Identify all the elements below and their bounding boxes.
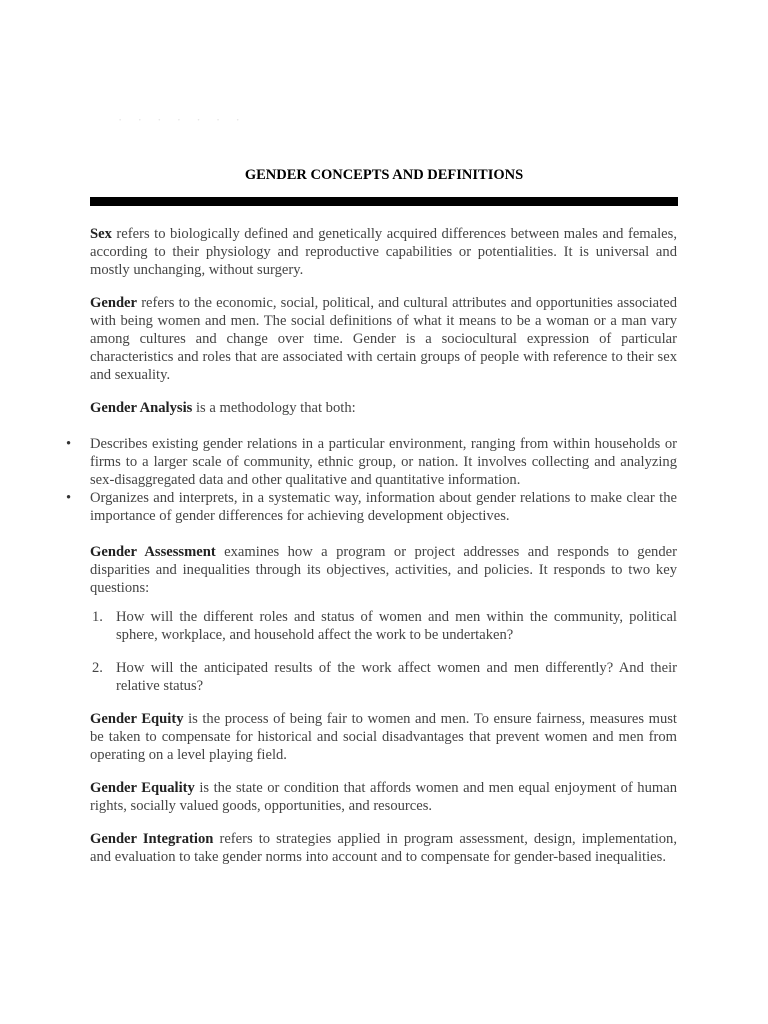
term-label: Sex xyxy=(90,226,112,242)
definition-text: is the process of being fair to women and men. To ensure fairness, measures must be taken to compensate for historical and social disadvantages that prevent women and men from operating on a level playing field. xyxy=(90,711,677,763)
list-item-text: How will the anticipated results of the work affect women and men differently? And their relative status? xyxy=(116,660,677,694)
list-item-text: How will the different roles and status of women and men within the community, political sphere, workplace, and household affect the work to be undertaken? xyxy=(116,609,677,643)
definition-text: refers to biologically defined and genetically acquired differences between males and females, according to their physiology and reproductive capabilities or potentialities. It is universal and mostly unchanging, without surgery. xyxy=(90,226,677,278)
definition-gender-analysis xyxy=(90,399,677,417)
list-item xyxy=(90,608,677,644)
gender-assessment-question-list xyxy=(90,608,677,695)
definition-gender-equality xyxy=(90,779,677,815)
definition-gender xyxy=(90,294,677,384)
definition-text: examines how a program or project addresses and responds to gender disparities and inequalities through its objectives, activities, and policies. It responds to two key questions: xyxy=(90,544,677,596)
definition-text: is a methodology that both: xyxy=(192,400,356,416)
list-number: 1. xyxy=(92,609,103,625)
page-title: GENDER CONCEPTS AND DEFINITIONS xyxy=(244,167,524,183)
list-number: 2. xyxy=(92,660,103,676)
term-label: Gender Assessment xyxy=(90,544,216,560)
list-item: • Describes existing gender relations in a particular environment, ranging from within households or firms to a larger scale of community, ethnic group, or nation. It involves collecting and analyzing sex-disaggregated data and other qualitative and quantitative information. xyxy=(90,435,677,489)
definition-sex xyxy=(90,225,677,279)
definition-gender-equity xyxy=(90,710,677,764)
faint-header-text: · · · · · · · xyxy=(118,112,246,127)
definition-text: refers to the economic, social, political, and cultural attributes and opportunities associated with being women and men. The social definitions of what it means to be a woman or a man vary among cultures and change over time. Gender is a sociocultural expression of particular characteristics and roles that are associated with certain groups of people with reference to their sex and sexuality. xyxy=(90,295,677,383)
gender-analysis-bullet-list xyxy=(90,435,677,525)
list-item xyxy=(90,659,677,695)
term-label: Gender xyxy=(90,295,138,311)
definition-text: refers to strategies applied in program assessment, design, implementation, and evaluation to take gender norms into account and to compensate for gender-based inequalities. xyxy=(90,831,677,865)
term-label: Gender Equity xyxy=(90,711,184,727)
document-body xyxy=(90,225,677,881)
definition-gender-assessment xyxy=(90,543,677,597)
term-label: Gender Integration xyxy=(90,831,214,847)
definition-text: is the state or condition that affords women and men equal enjoyment of human rights, socially valued goods, opportunities, and resources. xyxy=(90,780,677,814)
term-label: Gender Analysis xyxy=(90,400,193,416)
list-item: • Organizes and interprets, in a systematic way, information about gender relations to make clear the importance of gender differences for achieving development objectives. xyxy=(90,489,677,525)
definition-gender-integration xyxy=(90,830,677,866)
term-label: Gender Equality xyxy=(90,780,195,796)
title-divider xyxy=(90,197,678,206)
